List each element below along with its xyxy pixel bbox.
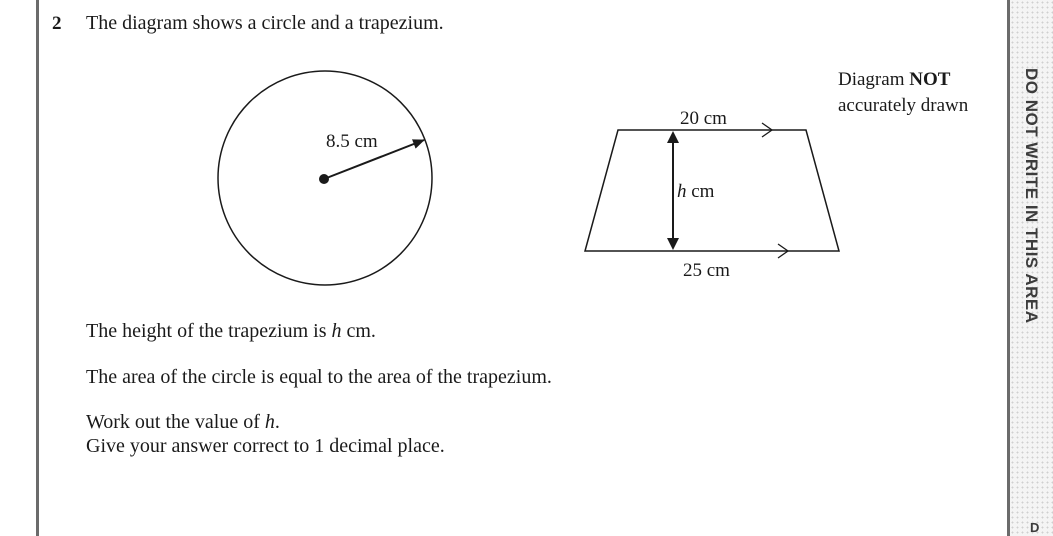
margin-warning: DO NOT WRITE IN THIS AREA — [1022, 68, 1041, 324]
radius-label: 8.5 cm — [326, 131, 378, 152]
body-line-1-var: h — [331, 320, 342, 342]
trapezium-height-label — [677, 181, 715, 202]
body-line-3-suffix: . — [274, 411, 280, 433]
note-suffix: accurately drawn — [838, 95, 969, 116]
body-line-1-suffix: cm. — [341, 320, 376, 342]
height-arrow-up — [667, 131, 679, 143]
body-line-1 — [86, 320, 376, 343]
note-prefix: Diagram — [838, 69, 910, 90]
question-text: The diagram shows a circle and a trapezium. — [86, 12, 444, 34]
body-line-3-prefix: Work out the value of — [86, 411, 265, 433]
body-line-3-var: h — [264, 411, 275, 433]
body-line-2: The area of the circle is equal to the area of the trapezium. — [86, 366, 552, 388]
body-line-1-prefix: The height of the trapezium is — [86, 320, 332, 342]
height-variable: h — [677, 181, 687, 202]
note-bold: NOT — [909, 69, 951, 90]
height-unit: cm — [686, 181, 715, 202]
height-arrow-down — [667, 238, 679, 250]
question-number: 2 — [52, 13, 62, 34]
body-line-3 — [86, 411, 280, 434]
margin-corner-text: D — [1030, 520, 1040, 535]
body-line-4: Give your answer correct to 1 decimal place. — [86, 435, 445, 457]
trapezium-bottom-label: 25 cm — [683, 260, 730, 281]
trapezium-top-label: 20 cm — [680, 108, 727, 129]
